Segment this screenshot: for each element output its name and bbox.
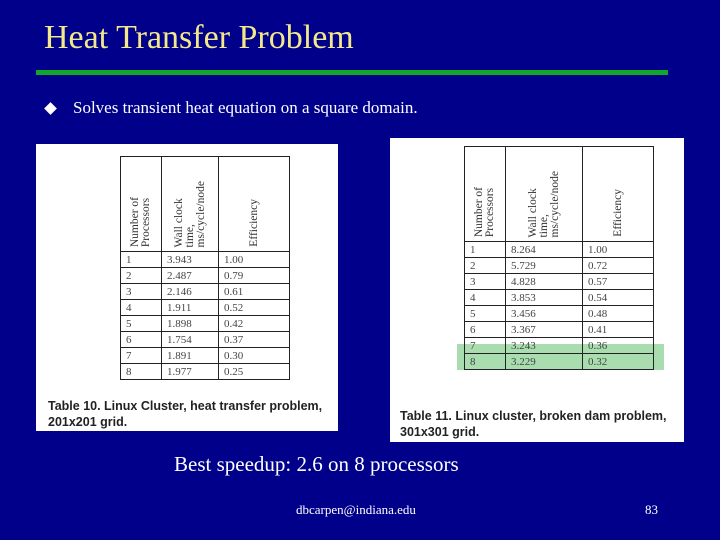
table11-header-efficiency: Efficiency — [583, 147, 654, 242]
table-cell: 3.229 — [506, 354, 583, 370]
table-cell: 8 — [121, 364, 162, 380]
table-row — [465, 306, 654, 322]
table-cell: 3 — [121, 284, 162, 300]
table10-header-row — [121, 157, 290, 252]
title-underline — [36, 70, 668, 75]
table-cell: 0.72 — [583, 258, 654, 274]
table11-header-wallclock: Wall clock time, ms/cycle/node — [506, 147, 583, 242]
speedup-text: Best speedup: 2.6 on 8 processors — [174, 452, 459, 476]
table-cell: 0.25 — [219, 364, 290, 380]
table-cell: 1.00 — [219, 252, 290, 268]
table-cell: 4 — [121, 300, 162, 316]
table11-image — [390, 138, 684, 442]
table-cell: 0.41 — [583, 322, 654, 338]
table-row — [465, 258, 654, 274]
table-row — [121, 332, 290, 348]
table-cell: 6 — [465, 322, 506, 338]
table-row — [121, 268, 290, 284]
table-cell: 7 — [121, 348, 162, 364]
table-cell: 3.943 — [162, 252, 219, 268]
table-cell: 3 — [465, 274, 506, 290]
slide-title: Heat Transfer Problem — [44, 19, 354, 56]
table-cell: 0.48 — [583, 306, 654, 322]
table-cell: 8.264 — [506, 242, 583, 258]
table-cell: 3.367 — [506, 322, 583, 338]
table-row — [121, 348, 290, 364]
table-cell: 0.79 — [219, 268, 290, 284]
table-row — [121, 252, 290, 268]
table10 — [120, 156, 290, 380]
table10-header-efficiency: Efficiency — [219, 157, 290, 252]
table-cell: 2 — [465, 258, 506, 274]
table-cell: 4 — [465, 290, 506, 306]
table-cell: 5.729 — [506, 258, 583, 274]
table-cell: 8 — [465, 354, 506, 370]
table-cell: 5 — [465, 306, 506, 322]
table-cell: 1.977 — [162, 364, 219, 380]
table-row — [465, 242, 654, 258]
table10-caption: Table 10. Linux Cluster, heat transfer problem, 201x201 grid. — [48, 399, 323, 429]
table-cell: 0.57 — [583, 274, 654, 290]
table-cell: 1.891 — [162, 348, 219, 364]
table-row — [121, 364, 290, 380]
table-row — [121, 300, 290, 316]
table-cell: 2.487 — [162, 268, 219, 284]
table-cell: 4.828 — [506, 274, 583, 290]
table-cell: 3.456 — [506, 306, 583, 322]
table11-header-processors: Number of Processors — [465, 147, 506, 242]
table-cell: 0.30 — [219, 348, 290, 364]
table-cell: 1.00 — [583, 242, 654, 258]
table-cell: 0.61 — [219, 284, 290, 300]
table-cell: 0.32 — [583, 354, 654, 370]
table-cell: 0.52 — [219, 300, 290, 316]
page-number: 83 — [645, 502, 658, 517]
table-cell: 0.37 — [219, 332, 290, 348]
table-cell: 1 — [465, 242, 506, 258]
table-row — [465, 290, 654, 306]
bullet-item — [42, 97, 418, 119]
table-cell: 0.54 — [583, 290, 654, 306]
table11-caption: Table 11. Linux cluster, broken dam problem, 301x301 grid. — [400, 409, 667, 439]
table-cell: 0.36 — [583, 338, 654, 354]
table-cell: 7 — [465, 338, 506, 354]
table11-header-row — [465, 147, 654, 242]
table-row — [465, 274, 654, 290]
table-cell: 1.754 — [162, 332, 219, 348]
table10-header-wallclock: Wall clock time, ms/cycle/node — [162, 157, 219, 252]
table-row — [465, 322, 654, 338]
bullet-text: Solves transient heat equation on a square domain. — [73, 98, 418, 117]
table-cell: 2 — [121, 268, 162, 284]
table-cell: 1.911 — [162, 300, 219, 316]
table-row-highlighted — [465, 354, 654, 370]
table-cell: 5 — [121, 316, 162, 332]
table-cell: 0.42 — [219, 316, 290, 332]
table-row — [465, 338, 654, 354]
table-cell: 1.898 — [162, 316, 219, 332]
table11 — [464, 146, 654, 370]
table-cell: 2.146 — [162, 284, 219, 300]
footer-email: dbcarpen@indiana.edu — [296, 502, 416, 517]
table-row — [121, 284, 290, 300]
table-cell: 1 — [121, 252, 162, 268]
table10-image — [36, 144, 338, 431]
table-cell: 6 — [121, 332, 162, 348]
diamond-bullet-icon — [44, 102, 57, 115]
table-cell: 3.243 — [506, 338, 583, 354]
table-cell: 3.853 — [506, 290, 583, 306]
table10-header-processors: Number of Processors — [121, 157, 162, 252]
table-row — [121, 316, 290, 332]
